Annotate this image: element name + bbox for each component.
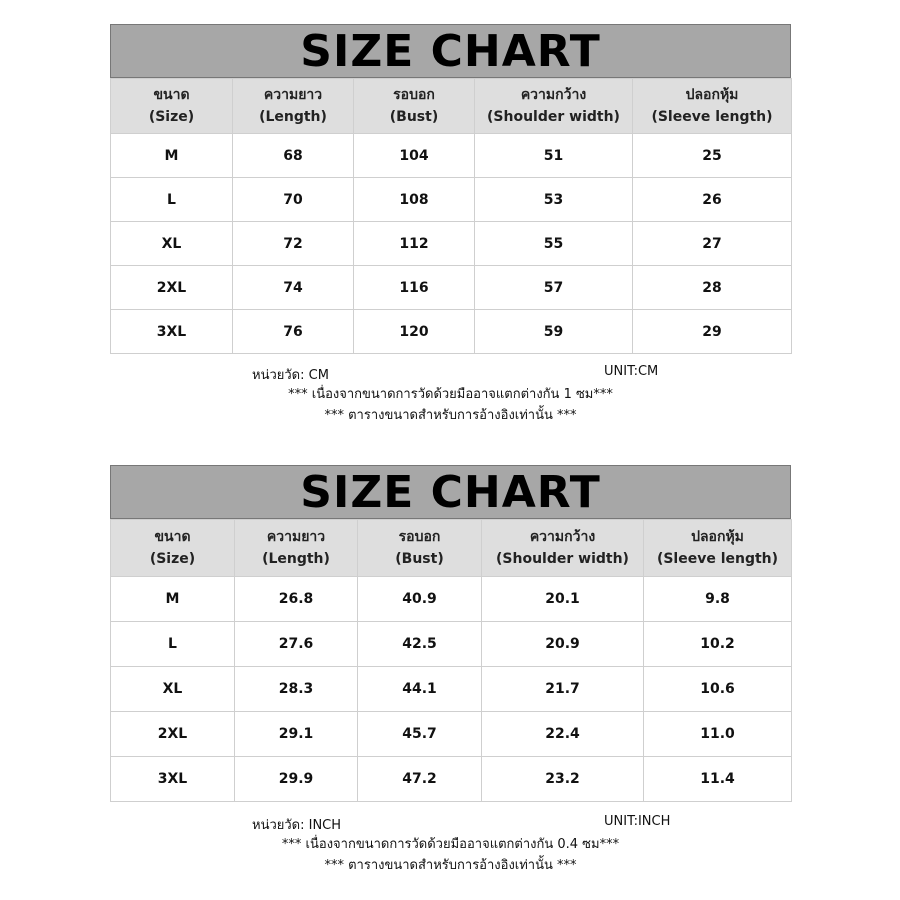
cell-size: 3XL	[111, 757, 235, 802]
cell-length: 26.8	[235, 577, 358, 622]
cell-sleeve: 25	[633, 134, 792, 178]
chart-title-banner	[110, 24, 791, 78]
cell-bust: 116	[354, 266, 475, 310]
cell-sleeve: 10.2	[644, 622, 792, 667]
measurement-note: *** เนื่องจากขนาดการวัดด้วยมืออาจแตกต่างกัน 0.4 ซม***	[281, 837, 620, 852]
cell-shoulder: 20.9	[482, 622, 644, 667]
cell-length: 29.9	[235, 757, 358, 802]
table-row	[111, 712, 792, 757]
cell-bust: 45.7	[358, 712, 482, 757]
cell-sleeve: 29	[633, 310, 792, 354]
header-sleeve-length: ปลอกหุ้ม (Sleeve length)	[644, 520, 792, 577]
header-size: ขนาด (Size)	[111, 520, 235, 577]
cell-length: 76	[233, 310, 354, 354]
cell-shoulder: 22.4	[482, 712, 644, 757]
cell-shoulder: 57	[475, 266, 633, 310]
cell-bust: 120	[354, 310, 475, 354]
header-bust: รอบอก (Bust)	[358, 520, 482, 577]
header-size: ขนาด (Size)	[111, 79, 233, 134]
cell-sleeve: 28	[633, 266, 792, 310]
cell-size: 2XL	[111, 266, 233, 310]
unit-label-thai: หน่วยวัด: INCH	[252, 818, 342, 833]
table-row	[111, 178, 792, 222]
chart-title: SIZE CHART	[300, 25, 601, 77]
size-chart-cm	[110, 24, 791, 354]
table-row	[111, 577, 792, 622]
cell-sleeve: 9.8	[644, 577, 792, 622]
notes-inch	[110, 814, 791, 876]
cell-size: 3XL	[111, 310, 233, 354]
cell-shoulder: 51	[475, 134, 633, 178]
table-row	[111, 622, 792, 667]
cell-sleeve: 27	[633, 222, 792, 266]
cell-shoulder: 23.2	[482, 757, 644, 802]
unit-row	[110, 814, 791, 834]
header-length: ความยาว (Length)	[235, 520, 358, 577]
header-length: ความยาว (Length)	[233, 79, 354, 134]
cell-shoulder: 59	[475, 310, 633, 354]
chart-title: SIZE CHART	[300, 466, 601, 518]
size-chart-inch	[110, 465, 791, 802]
header-bust: รอบอก (Bust)	[354, 79, 475, 134]
cell-bust: 44.1	[358, 667, 482, 712]
cell-bust: 104	[354, 134, 475, 178]
cell-shoulder: 20.1	[482, 577, 644, 622]
header-shoulder-width: ความกว้าง (Shoulder width)	[475, 79, 633, 134]
header-shoulder-width: ความกว้าง (Shoulder width)	[482, 520, 644, 577]
cell-length: 68	[233, 134, 354, 178]
cell-sleeve: 10.6	[644, 667, 792, 712]
cell-size: M	[111, 134, 233, 178]
reference-note: *** ตารางขนาดสำหรับการอ้างอิงเท่านั้น ***	[324, 858, 577, 873]
cell-bust: 42.5	[358, 622, 482, 667]
cell-size: M	[111, 577, 235, 622]
cell-length: 70	[233, 178, 354, 222]
cell-length: 28.3	[235, 667, 358, 712]
table-row	[111, 266, 792, 310]
table-row	[111, 222, 792, 266]
notes-cm	[110, 364, 791, 426]
cell-size: XL	[111, 667, 235, 712]
size-table-inch	[110, 519, 792, 802]
header-sleeve-length: ปลอกหุ้ม (Sleeve length)	[633, 79, 792, 134]
cell-shoulder: 53	[475, 178, 633, 222]
unit-label-english: UNIT:CM	[604, 364, 659, 379]
chart-title-banner	[110, 465, 791, 519]
size-table-cm	[110, 78, 792, 354]
cell-size: 2XL	[111, 712, 235, 757]
unit-label-english: UNIT:INCH	[604, 814, 671, 829]
cell-shoulder: 21.7	[482, 667, 644, 712]
cell-bust: 40.9	[358, 577, 482, 622]
cell-bust: 112	[354, 222, 475, 266]
table-row	[111, 667, 792, 712]
header-row	[111, 79, 792, 134]
cell-sleeve: 26	[633, 178, 792, 222]
cell-shoulder: 55	[475, 222, 633, 266]
cell-length: 74	[233, 266, 354, 310]
measurement-note: *** เนื่องจากขนาดการวัดด้วยมืออาจแตกต่างกัน 1 ซม***	[288, 387, 613, 402]
cell-sleeve: 11.4	[644, 757, 792, 802]
cell-length: 72	[233, 222, 354, 266]
cell-length: 29.1	[235, 712, 358, 757]
cell-sleeve: 11.0	[644, 712, 792, 757]
reference-note: *** ตารางขนาดสำหรับการอ้างอิงเท่านั้น ***	[324, 408, 577, 423]
table-row	[111, 310, 792, 354]
table-row	[111, 757, 792, 802]
table-row	[111, 134, 792, 178]
cell-size: XL	[111, 222, 233, 266]
unit-row	[110, 364, 791, 384]
cell-size: L	[111, 178, 233, 222]
cell-bust: 108	[354, 178, 475, 222]
header-row	[111, 520, 792, 577]
cell-size: L	[111, 622, 235, 667]
unit-label-thai: หน่วยวัด: CM	[252, 368, 329, 383]
cell-bust: 47.2	[358, 757, 482, 802]
cell-length: 27.6	[235, 622, 358, 667]
